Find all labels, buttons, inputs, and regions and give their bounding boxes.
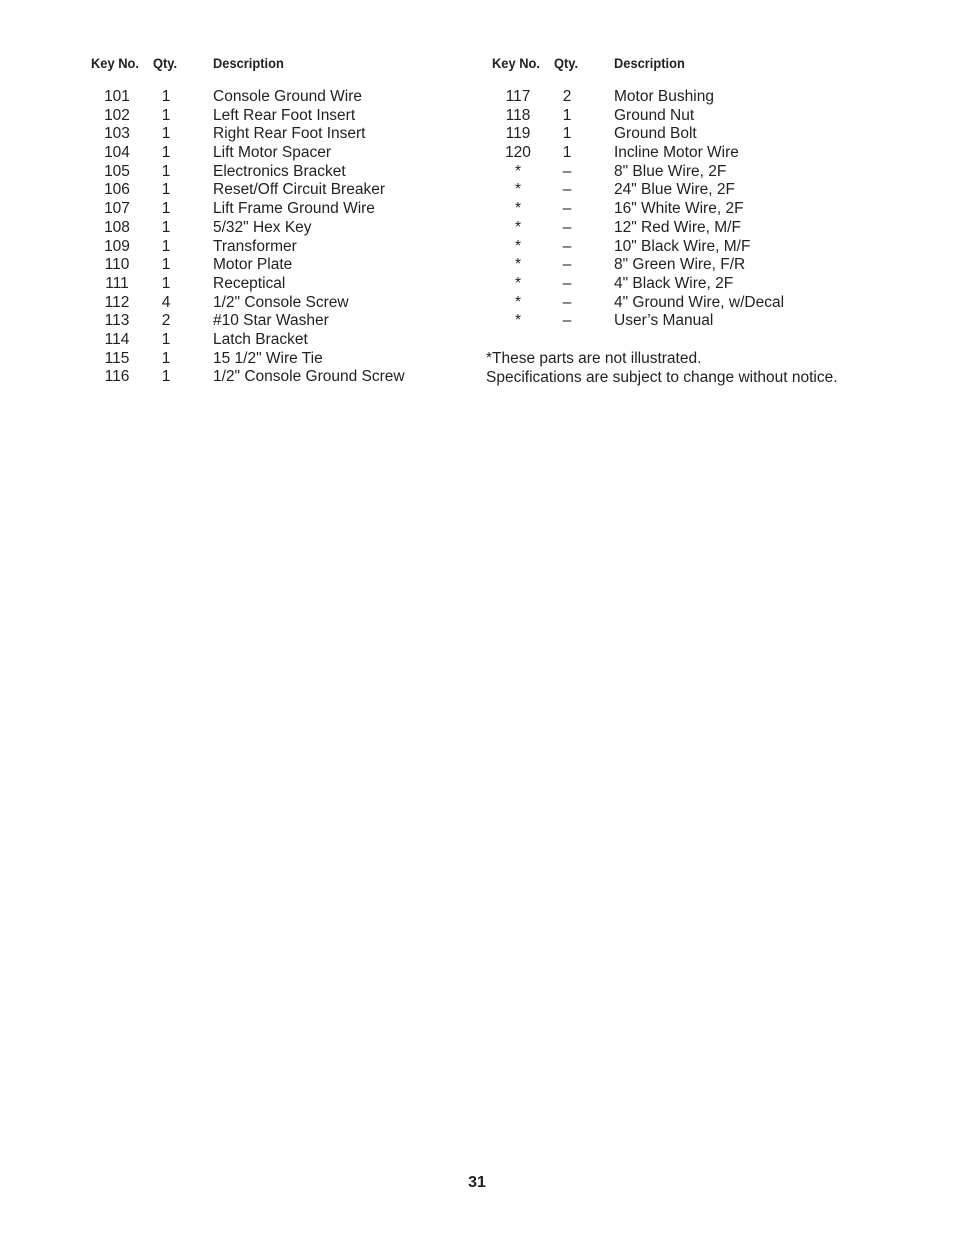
part-description: 24" Blue Wire, 2F: [614, 181, 735, 199]
part-description: 8" Green Wire, F/R: [614, 256, 746, 274]
part-key-number: 108: [104, 218, 130, 236]
part-quantity: 1: [161, 274, 171, 292]
part-row: [0, 368, 480, 387]
part-description: 4" Ground Wire, w/Decal: [614, 293, 785, 311]
part-quantity: 1: [161, 200, 171, 218]
part-description: User’s Manual: [614, 312, 714, 330]
part-row: [0, 256, 954, 275]
part-description: 5/32" Hex Key: [213, 218, 312, 236]
part-quantity: –: [562, 274, 572, 292]
part-quantity: 1: [161, 125, 171, 143]
part-row: [0, 200, 954, 219]
part-row: [0, 107, 954, 126]
part-key-number: *: [514, 274, 522, 292]
part-key-number: 107: [104, 200, 130, 218]
part-key-number: 120: [505, 144, 531, 162]
part-key-number: 118: [505, 106, 531, 124]
part-description: Left Rear Foot Insert: [213, 106, 356, 124]
part-description: Transformer: [213, 237, 297, 255]
part-key-number: 114: [104, 330, 130, 348]
part-row: [0, 294, 954, 313]
part-key-number: *: [514, 237, 522, 255]
part-row: [0, 144, 954, 163]
part-description: Receptical: [213, 274, 286, 292]
part-key-number: 117: [505, 88, 531, 105]
part-quantity: 1: [161, 349, 171, 367]
part-description: 12" Red Wire, M/F: [614, 218, 741, 236]
part-row: [0, 219, 954, 238]
part-row: [0, 88, 954, 107]
part-key-number: *: [514, 256, 522, 274]
part-description: Motor Bushing: [614, 88, 714, 105]
specifications-note: Specifications are subject to change without notice.: [486, 368, 838, 386]
part-quantity: –: [562, 237, 572, 255]
part-quantity: 1: [562, 106, 572, 124]
part-quantity: –: [562, 312, 572, 330]
part-quantity: 2: [161, 312, 171, 330]
part-description: 4" Black Wire, 2F: [614, 274, 734, 292]
part-description: 15 1/2" Wire Tie: [213, 349, 323, 367]
part-quantity: 1: [161, 88, 171, 105]
part-key-number: 112: [104, 293, 130, 311]
part-description: Motor Plate: [213, 256, 293, 274]
part-quantity: –: [562, 200, 572, 218]
part-key-number: 109: [104, 237, 130, 255]
part-description: Lift Frame Ground Wire: [213, 200, 375, 218]
part-quantity: –: [562, 293, 572, 311]
part-description: Console Ground Wire: [213, 88, 363, 105]
part-description: Ground Nut: [614, 106, 695, 124]
part-quantity: 4: [161, 293, 171, 311]
part-key-number: 102: [104, 106, 130, 124]
part-description: 16" White Wire, 2F: [614, 200, 744, 218]
part-description: Reset/Off Circuit Breaker: [213, 181, 385, 199]
part-row: [0, 350, 480, 369]
part-description: 8" Blue Wire, 2F: [614, 162, 727, 180]
notes: [486, 350, 838, 387]
part-row: [0, 238, 954, 257]
part-row: [0, 181, 954, 200]
not-illustrated-note: *These parts are not illustrated.: [486, 350, 702, 367]
part-key-number: 111: [105, 274, 129, 292]
part-key-number: *: [514, 181, 522, 199]
part-key-number: 103: [104, 125, 130, 143]
part-quantity: 1: [161, 256, 171, 274]
left-header-key-no: Key No.: [91, 55, 139, 71]
part-description: Ground Bolt: [614, 125, 697, 143]
part-row: [0, 331, 480, 350]
part-row: [0, 275, 954, 294]
part-quantity: 1: [562, 125, 572, 143]
left-header-description: Description: [213, 55, 284, 71]
left-header-qty: Qty.: [153, 55, 178, 71]
part-key-number: 104: [104, 144, 130, 162]
part-key-number: 116: [104, 368, 130, 386]
part-description: Incline Motor Wire: [614, 144, 739, 162]
part-description: 1/2" Console Ground Screw: [213, 368, 405, 386]
part-description: 10" Black Wire, M/F: [614, 237, 751, 255]
part-quantity: –: [562, 218, 572, 236]
part-key-number: *: [514, 200, 522, 218]
part-row: [0, 312, 954, 331]
part-description: 1/2" Console Screw: [213, 293, 349, 311]
part-description: Right Rear Foot Insert: [213, 125, 366, 143]
part-quantity: 1: [161, 144, 171, 162]
part-quantity: 1: [161, 330, 171, 348]
part-description: Latch Bracket: [213, 330, 308, 348]
part-key-number: 110: [104, 256, 130, 274]
part-quantity: 1: [161, 162, 171, 180]
part-description: #10 Star Washer: [213, 312, 329, 330]
right-header-key-no: Key No.: [492, 55, 540, 71]
part-key-number: *: [514, 218, 522, 236]
part-quantity: 1: [161, 237, 171, 255]
part-quantity: –: [562, 162, 572, 180]
part-key-number: *: [514, 312, 522, 330]
part-row: [0, 125, 954, 144]
part-quantity: 1: [562, 144, 572, 162]
part-quantity: –: [562, 256, 572, 274]
part-quantity: –: [562, 181, 572, 199]
right-header-description: Description: [614, 55, 685, 71]
part-key-number: *: [514, 293, 522, 311]
right-header-qty: Qty.: [554, 55, 579, 71]
part-key-number: 119: [505, 125, 531, 143]
part-description: Lift Motor Spacer: [213, 144, 332, 162]
right-parts-list: [0, 88, 954, 331]
page-number: 31: [468, 1174, 486, 1191]
part-key-number: 106: [104, 181, 130, 199]
part-key-number: 115: [104, 349, 130, 367]
part-quantity: 1: [161, 218, 171, 236]
part-row: [0, 163, 954, 182]
part-key-number: 101: [104, 88, 130, 105]
part-quantity: 1: [161, 106, 171, 124]
part-key-number: 113: [104, 312, 130, 330]
part-quantity: 1: [161, 181, 171, 199]
part-description: Electronics Bracket: [213, 162, 346, 180]
part-quantity: 2: [562, 88, 572, 105]
part-key-number: 105: [104, 162, 130, 180]
part-key-number: *: [514, 162, 522, 180]
part-quantity: 1: [161, 368, 171, 386]
